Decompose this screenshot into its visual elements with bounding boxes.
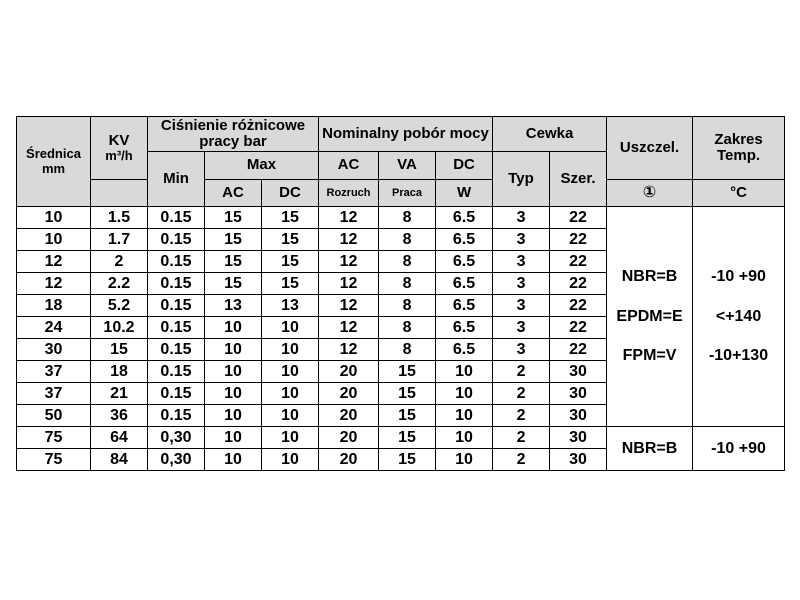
seal-label: EPDM=E [616, 307, 683, 325]
header-uszczel: Uszczel. [607, 117, 693, 180]
cell-srednica: 37 [17, 361, 91, 383]
header-dc: DC [436, 152, 493, 180]
cell-typ: 2 [493, 361, 550, 383]
temp-range-label: -10 +90 [711, 439, 766, 457]
cell-ac-rozruch: 20 [319, 383, 379, 405]
cell-va-praca: 8 [379, 229, 436, 251]
cell-max-dc: 10 [262, 361, 319, 383]
header-srednica [17, 117, 91, 207]
seal-label: NBR=B [621, 439, 678, 457]
cell-va-praca: 15 [379, 427, 436, 449]
cell-szer: 30 [550, 361, 607, 383]
cell-kv: 64 [91, 427, 148, 449]
cell-ac-rozruch: 20 [319, 405, 379, 427]
header-va: VA [379, 152, 436, 180]
cell-min: 0.15 [148, 405, 205, 427]
cell-va-praca: 15 [379, 405, 436, 427]
header-rozruch: Rozruch [319, 180, 379, 207]
temp-range-label: <+140 [715, 307, 762, 325]
header-zakres-unit: °C [693, 180, 785, 207]
cell-typ: 3 [493, 295, 550, 317]
cell-szer: 22 [550, 251, 607, 273]
cell-srednica: 75 [17, 427, 91, 449]
cell-szer: 22 [550, 295, 607, 317]
cell-ac-rozruch: 20 [319, 449, 379, 471]
cell-szer: 30 [550, 405, 607, 427]
cell-kv: 10.2 [91, 317, 148, 339]
header-zakres: Zakres Temp. [693, 117, 785, 180]
cell-dc-w: 10 [436, 449, 493, 471]
cell-va-praca: 8 [379, 273, 436, 295]
cell-szer: 22 [550, 317, 607, 339]
cell-va-praca: 15 [379, 449, 436, 471]
temp-range-label: -10+130 [708, 347, 769, 365]
cell-kv: 1.7 [91, 229, 148, 251]
cell-szer: 22 [550, 273, 607, 295]
cell-max-dc: 15 [262, 229, 319, 251]
header-max-dc: DC [262, 180, 319, 207]
cell-kv: 36 [91, 405, 148, 427]
cell-max-dc: 13 [262, 295, 319, 317]
cell-typ: 2 [493, 405, 550, 427]
cell-dc-w: 6.5 [436, 317, 493, 339]
header-ac: AC [319, 152, 379, 180]
cell-va-praca: 8 [379, 251, 436, 273]
cell-max-ac: 15 [205, 251, 262, 273]
cell-max-ac: 15 [205, 207, 262, 229]
cell-srednica: 75 [17, 449, 91, 471]
cell-dc-w: 6.5 [436, 295, 493, 317]
cell-va-praca: 15 [379, 383, 436, 405]
cell-va-praca: 8 [379, 317, 436, 339]
cell-szer: 30 [550, 449, 607, 471]
cell-szer: 22 [550, 339, 607, 361]
cell-min: 0.15 [148, 361, 205, 383]
cell-srednica: 10 [17, 229, 91, 251]
cell-ac-rozruch: 12 [319, 339, 379, 361]
cell-ac-rozruch: 12 [319, 207, 379, 229]
cell-szer: 22 [550, 207, 607, 229]
cell-ac-rozruch: 12 [319, 229, 379, 251]
cell-min: 0.15 [148, 207, 205, 229]
cell-dc-w: 10 [436, 361, 493, 383]
header-typ: Typ [493, 152, 550, 207]
header-kv [91, 117, 148, 180]
cell-srednica: 37 [17, 383, 91, 405]
header-szer: Szer. [550, 152, 607, 207]
cell-max-ac: 13 [205, 295, 262, 317]
seal-label: NBR=B [621, 268, 678, 286]
cell-typ: 2 [493, 449, 550, 471]
cell-typ: 3 [493, 317, 550, 339]
cell-kv: 2 [91, 251, 148, 273]
cell-min: 0,30 [148, 449, 205, 471]
temp-range-label: -10 +90 [711, 268, 766, 286]
cell-kv: 18 [91, 361, 148, 383]
seal-label: FPM=V [622, 347, 677, 365]
cell-max-ac: 10 [205, 317, 262, 339]
cell-max-dc: 15 [262, 273, 319, 295]
cell-kv: 1.5 [91, 207, 148, 229]
cell-min: 0.15 [148, 273, 205, 295]
cell-max-dc: 10 [262, 339, 319, 361]
cell-max-ac: 10 [205, 339, 262, 361]
header-kv-unit: m³/h [105, 148, 133, 164]
cell-kv: 5.2 [91, 295, 148, 317]
cell-ac-rozruch: 12 [319, 317, 379, 339]
cell-srednica: 50 [17, 405, 91, 427]
cell-srednica: 10 [17, 207, 91, 229]
cell-typ: 3 [493, 229, 550, 251]
header-uszczel-note: ① [607, 180, 693, 207]
cell-max-dc: 10 [262, 317, 319, 339]
cell-max-ac: 10 [205, 405, 262, 427]
cell-dc-w: 10 [436, 405, 493, 427]
cell-dc-w: 6.5 [436, 229, 493, 251]
cell-zakres-group [693, 207, 785, 427]
cell-va-praca: 15 [379, 361, 436, 383]
cell-max-dc: 10 [262, 427, 319, 449]
cell-min: 0.15 [148, 339, 205, 361]
header-w: W [436, 180, 493, 207]
cell-min: 0.15 [148, 251, 205, 273]
cell-ac-rozruch: 12 [319, 251, 379, 273]
header-praca: Praca [379, 180, 436, 207]
cell-szer: 22 [550, 229, 607, 251]
cell-srednica: 12 [17, 251, 91, 273]
cell-typ: 2 [493, 383, 550, 405]
cell-dc-w: 6.5 [436, 273, 493, 295]
cell-kv: 15 [91, 339, 148, 361]
header-min: Min [148, 152, 205, 207]
cell-min: 0,30 [148, 427, 205, 449]
header-max: Max [205, 152, 319, 180]
cell-zakres-group [693, 427, 785, 471]
cell-szer: 30 [550, 427, 607, 449]
cell-min: 0.15 [148, 229, 205, 251]
cell-va-praca: 8 [379, 207, 436, 229]
cell-typ: 2 [493, 427, 550, 449]
header-pobor: Nominalny pobór mocy [319, 117, 493, 152]
cell-dc-w: 6.5 [436, 207, 493, 229]
header-max-ac: AC [205, 180, 262, 207]
cell-srednica: 18 [17, 295, 91, 317]
cell-dc-w: 10 [436, 427, 493, 449]
cell-ac-rozruch: 12 [319, 295, 379, 317]
cell-typ: 3 [493, 273, 550, 295]
header-srednica-unit: mm [41, 160, 66, 176]
cell-max-dc: 10 [262, 383, 319, 405]
cell-max-dc: 15 [262, 251, 319, 273]
cell-min: 0.15 [148, 295, 205, 317]
cell-max-dc: 10 [262, 405, 319, 427]
cell-max-dc: 10 [262, 449, 319, 471]
cell-dc-w: 10 [436, 383, 493, 405]
cell-max-ac: 10 [205, 427, 262, 449]
cell-max-ac: 15 [205, 229, 262, 251]
header-cewka: Cewka [493, 117, 607, 152]
cell-dc-w: 6.5 [436, 251, 493, 273]
cell-max-dc: 15 [262, 207, 319, 229]
cell-kv: 84 [91, 449, 148, 471]
cell-va-praca: 8 [379, 339, 436, 361]
cell-typ: 3 [493, 251, 550, 273]
cell-uszczel-group [607, 207, 693, 427]
cell-va-praca: 8 [379, 295, 436, 317]
cell-srednica: 24 [17, 317, 91, 339]
header-kv-spacer [91, 180, 148, 207]
cell-ac-rozruch: 20 [319, 361, 379, 383]
header-kv-label: KV [108, 131, 130, 149]
cell-szer: 30 [550, 383, 607, 405]
cell-uszczel-group [607, 427, 693, 471]
cell-max-ac: 10 [205, 383, 262, 405]
cell-kv: 2.2 [91, 273, 148, 295]
spec-table [16, 116, 785, 471]
table-row [17, 207, 785, 229]
cell-typ: 3 [493, 339, 550, 361]
cell-ac-rozruch: 12 [319, 273, 379, 295]
cell-srednica: 30 [17, 339, 91, 361]
header-cisnienie: Ciśnienie różnicowe pracy bar [148, 117, 319, 152]
cell-min: 0.15 [148, 317, 205, 339]
cell-max-ac: 10 [205, 361, 262, 383]
cell-kv: 21 [91, 383, 148, 405]
cell-dc-w: 6.5 [436, 339, 493, 361]
cell-max-ac: 15 [205, 273, 262, 295]
cell-typ: 3 [493, 207, 550, 229]
cell-min: 0.15 [148, 383, 205, 405]
cell-srednica: 12 [17, 273, 91, 295]
cell-ac-rozruch: 20 [319, 427, 379, 449]
table-row [17, 427, 785, 449]
header-srednica-label: Średnica [26, 146, 81, 162]
cell-max-ac: 10 [205, 449, 262, 471]
